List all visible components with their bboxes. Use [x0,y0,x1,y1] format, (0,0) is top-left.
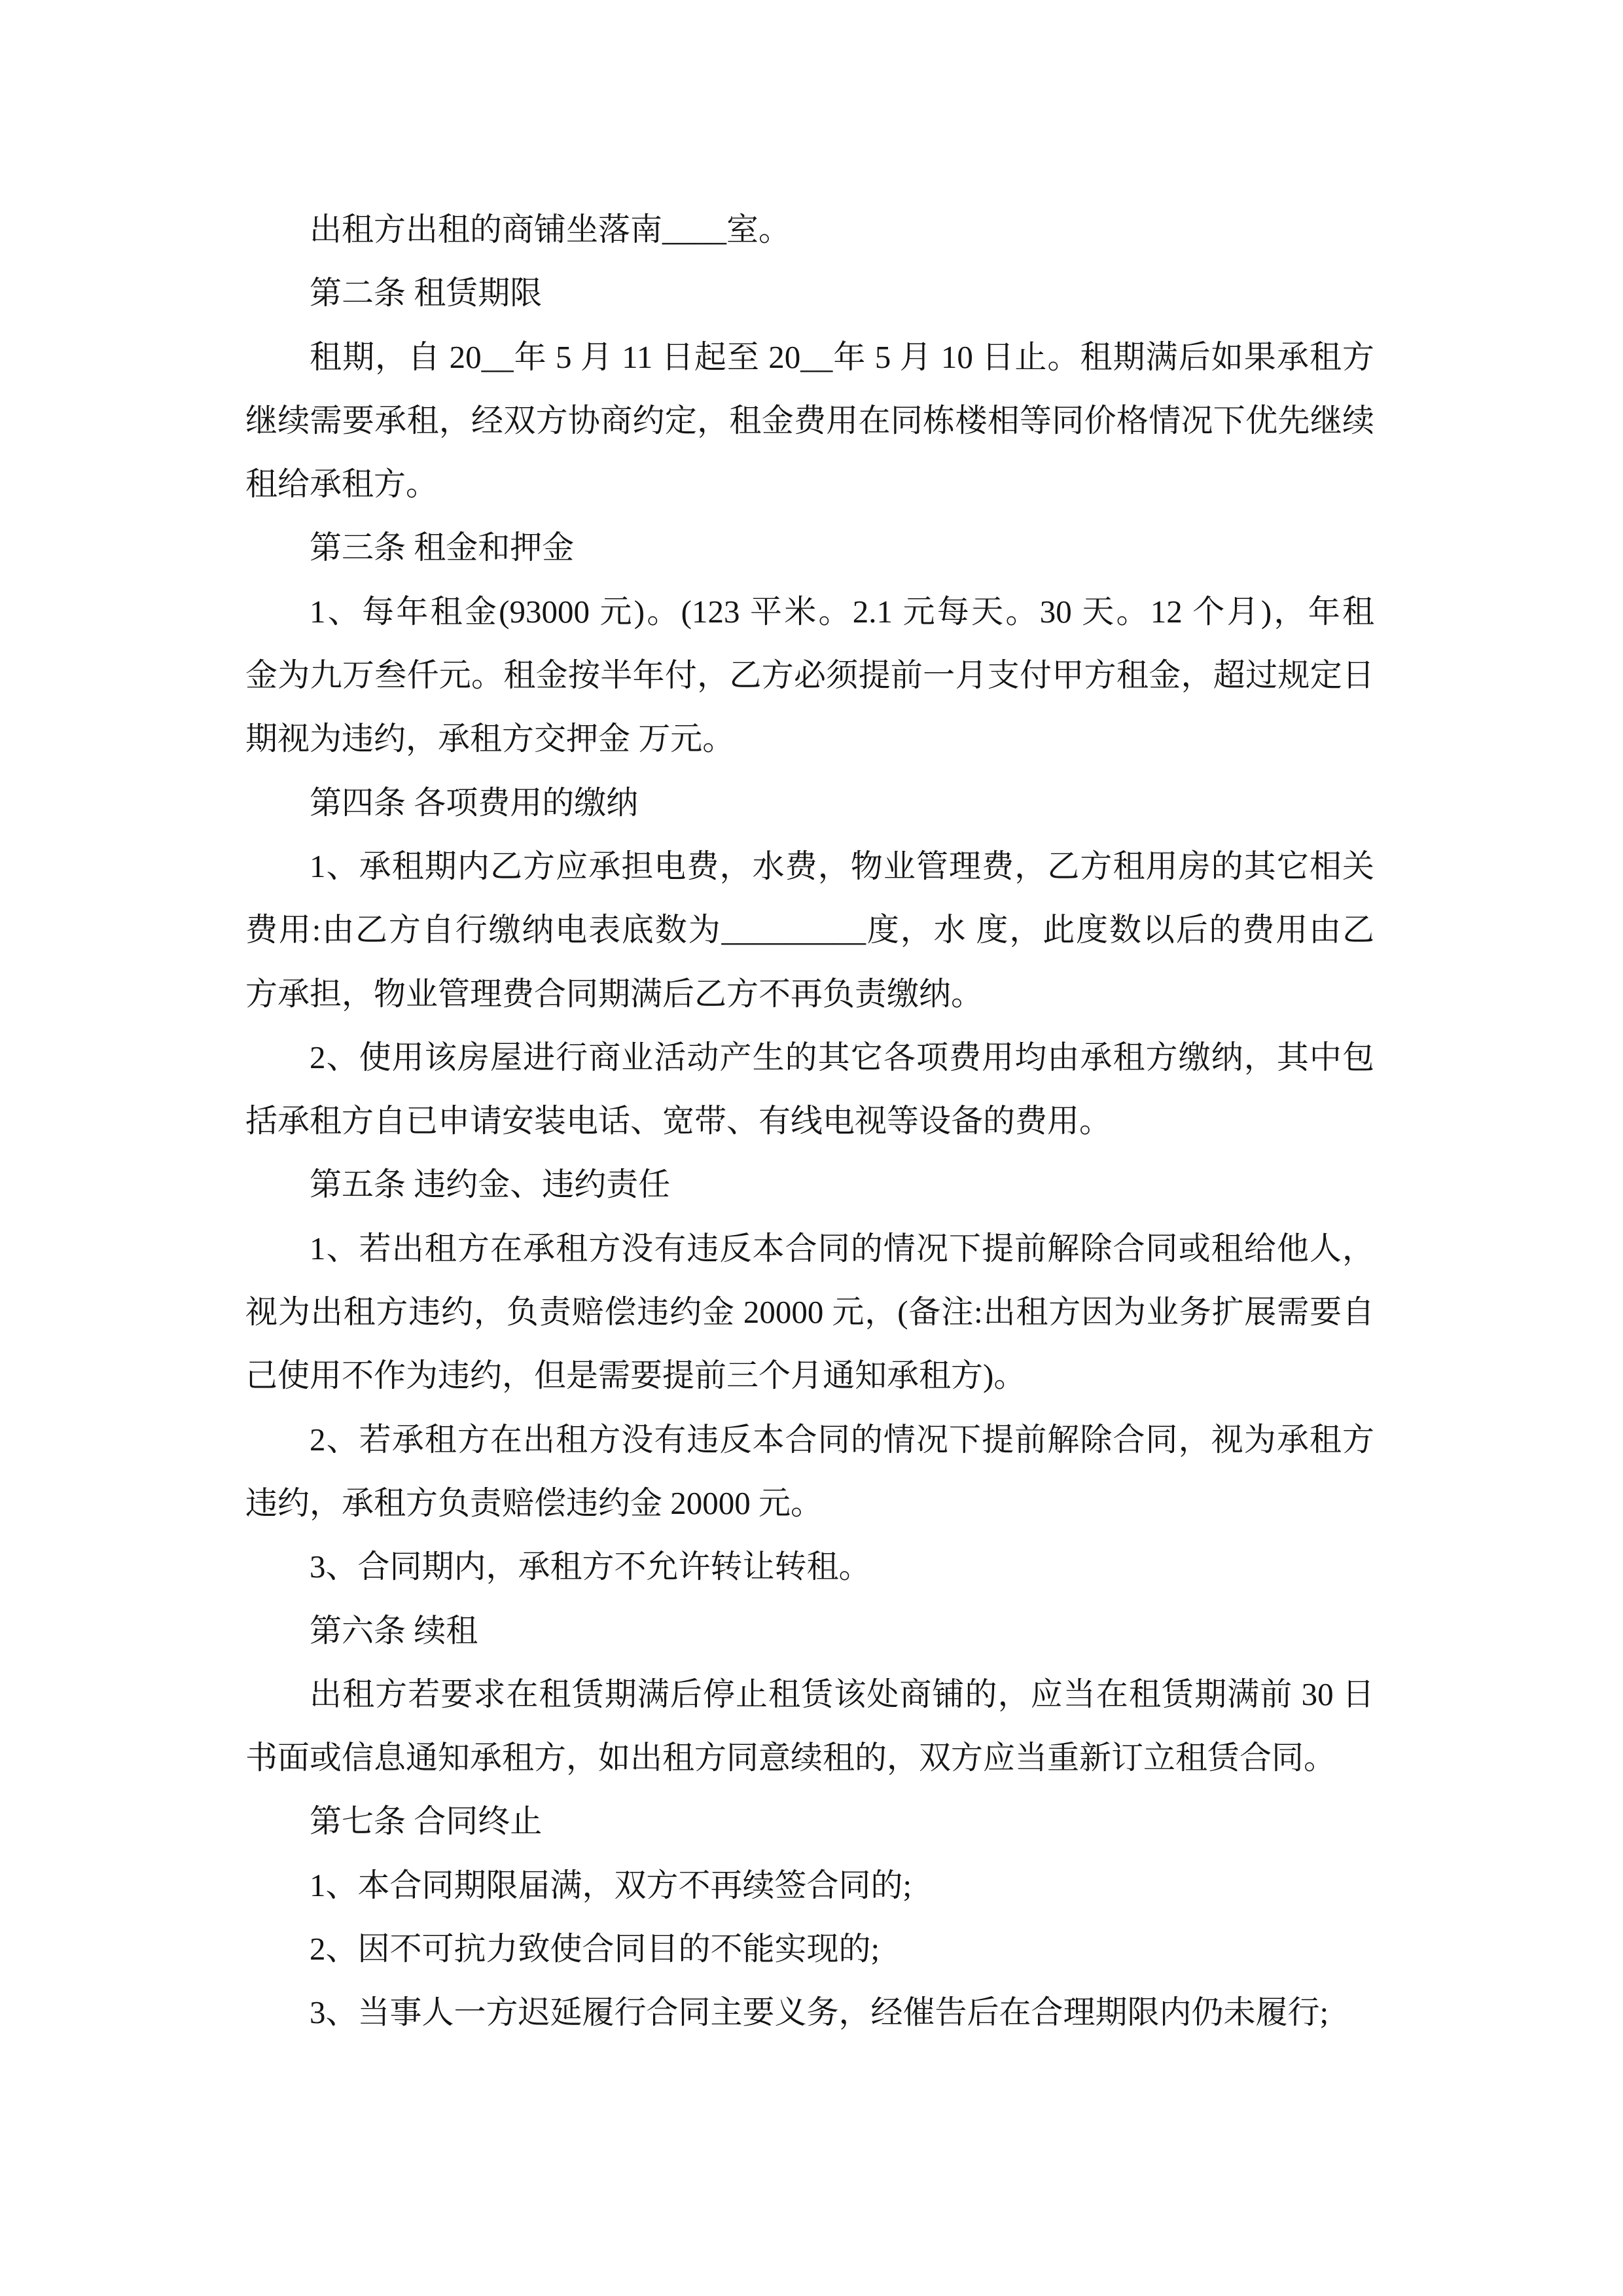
article-7-heading [245,1789,1374,1853]
text-line: 租给承租方。 [245,466,438,503]
paragraph-termination-2 [245,1917,1374,1981]
text-line: 己使用不作为违约，但是需要提前三个月通知承租方)。 [245,1357,1026,1394]
article-5-heading [245,1153,1374,1216]
article-2-heading [245,261,1374,325]
text-line: 3、合同期内，承租方不允许转让转租。 [310,1549,871,1585]
paragraph-breach-2 [245,1408,1374,1535]
text-line: 3、当事人一方迟延履行合同主要义务，经催告后在合理期限内仍未履行; [310,1994,1329,2031]
paragraph-fees-2 [245,1026,1374,1153]
paragraph-rent-deposit [245,580,1374,771]
paragraph-breach-3 [245,1535,1374,1598]
paragraph-lease-term [245,325,1374,516]
text-line: 租期，自 20__年 5 月 11 日起至 20__年 5 月 10 日止。租期满后如果承租方 [310,338,1374,375]
paragraph-termination-3 [245,1981,1374,2044]
text-line: 书面或信息通知承租方，如出租方同意续租的，双方应当重新订立租赁合同。 [245,1740,1336,1776]
text-line: 1、本合同期限届满，双方不再续签合同的; [310,1867,912,1903]
text-line: 继续需要承租，经双方协商约定，租金费用在同栋楼相等同价格情况下优先继续 [245,402,1374,439]
article-4-heading [245,771,1374,834]
text-line: 违约，承租方负责赔偿违约金 20000 元。 [245,1484,823,1521]
article-heading: 第四条 各项费用的缴纳 [310,784,639,821]
text-line: 1、每年租金(93000 元)。(123 平米。2.1 元每天。30 天。12 个月)，年租 [310,593,1374,630]
text-line: 期视为违约，承租方交押金 万元。 [245,721,735,757]
text-line: 括承租方自已申请安装电话、宽带、有线电视等设备的费用。 [245,1103,1112,1139]
text-line: 视为出租方违约，负责赔偿违约金 20000 元，(备注:出租方因为业务扩展需要自 [245,1294,1374,1331]
text-line: 出租方若要求在租赁期满后停止租赁该处商铺的，应当在租赁期满前 30 日 [310,1676,1374,1712]
article-heading: 第五条 违约金、违约责任 [310,1166,671,1203]
article-heading: 第七条 合同终止 [310,1803,543,1840]
paragraph-fees-1 [245,834,1374,1026]
article-heading: 第六条 续租 [310,1612,478,1649]
paragraph-breach-1 [245,1217,1374,1408]
paragraph-termination-1 [245,1854,1374,1917]
text-line: 金为九万叁仟元。租金按半年付，乙方必须提前一月支付甲方租金，超过规定日 [245,657,1374,694]
article-heading: 第三条 租金和押金 [310,529,575,566]
paragraph-shop-location [245,198,1374,261]
text-line: 1、若出租方在承租方没有违反本合同的情况下提前解除合同或租给他人， [310,1230,1374,1266]
document-body [245,198,1374,2045]
text-line: 费用:由乙方自行缴纳电表底数为_________度，水 度，此度数以后的费用由乙 [245,912,1374,948]
paragraph-renewal [245,1662,1374,1790]
text-line: 1、承租期内乙方应承担电费，水费，物业管理费，乙方租用房的其它相关 [310,848,1374,884]
article-3-heading [245,516,1374,579]
text-line: 方承担，物业管理费合同期满后乙方不再负责缴纳。 [245,975,984,1012]
text-line: 2、使用该房屋进行商业活动产生的其它各项费用均由承租方缴纳，其中包 [310,1039,1374,1075]
text-line: 2、若承租方在出租方没有违反本合同的情况下提前解除合同，视为承租方 [310,1421,1374,1458]
text-line: 出租方出租的商铺坐落南____室。 [310,211,791,247]
article-6-heading [245,1599,1374,1662]
text-line: 2、因不可抗力致使合同目的不能实现的; [310,1931,880,1967]
article-heading: 第二条 租赁期限 [310,275,543,312]
